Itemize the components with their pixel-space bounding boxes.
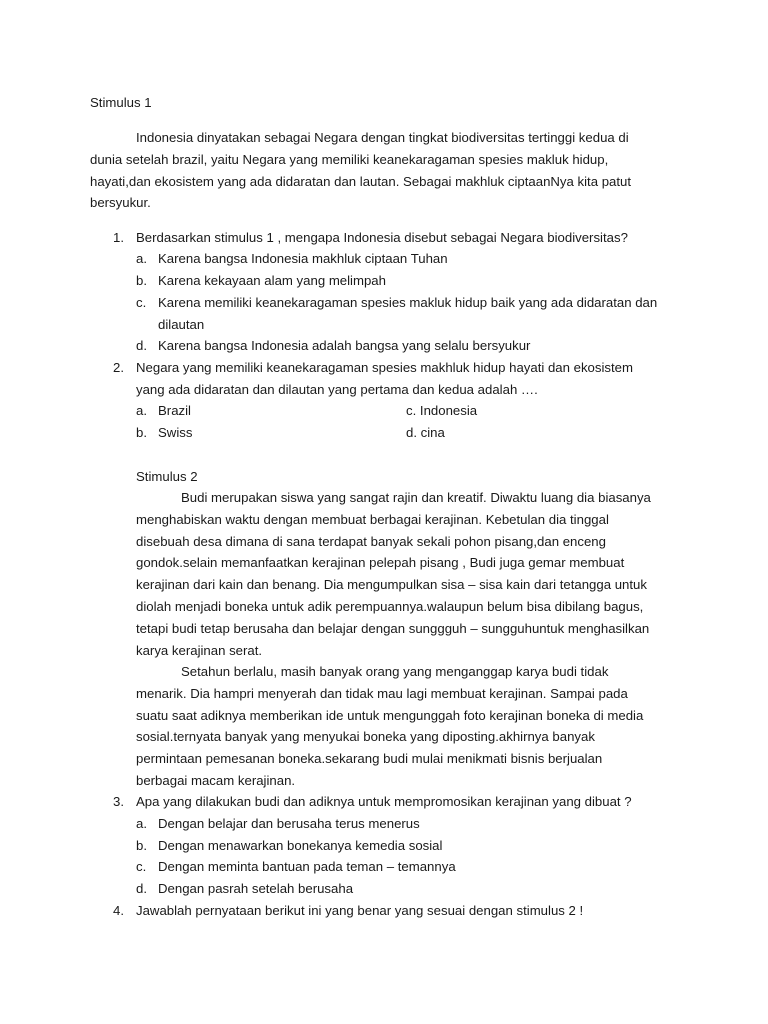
paragraph-line: dunia setelah brazil, yaitu Negara yang memiliki keanekaragaman spesies makluk hidup, (90, 151, 609, 167)
stimulus-2-paragraph-2 (136, 661, 643, 792)
paragraph-line: Budi merupakan siswa yang sangat rajin dan kreatif. Diwaktu luang dia biasanya (181, 490, 651, 505)
paragraph-line: karya kerajinan serat. (136, 642, 263, 658)
question-3-number: 3. (113, 794, 124, 809)
q2-option-d: d. cina (406, 425, 445, 440)
q1-option-c-letter: c. (136, 295, 147, 310)
question-4-text: Jawablah pernyataan berikut ini yang benar yang sesuai dengan stimulus 2 ! (136, 903, 584, 918)
question-2-text-continued: yang ada didaratan dan dilautan yang pertama dan kedua adalah …. (136, 382, 538, 397)
paragraph-line: Setahun berlalu, masih banyak orang yang menganggap karya budi tidak (181, 664, 609, 679)
question-2-text: Negara yang memiliki keanekaragaman spesies makhluk hidup hayati dan ekosistem (136, 360, 633, 375)
q3-option-a-letter: a. (136, 816, 147, 831)
q3-option-c: Dengan meminta bantuan pada teman – temannya (158, 859, 456, 874)
q3-option-d: Dengan pasrah setelah berusaha (158, 881, 354, 896)
q3-option-c-letter: c. (136, 859, 147, 874)
q1-option-d: Karena bangsa Indonesia adalah bangsa yang selalu bersyukur (158, 338, 531, 353)
question-2-number: 2. (113, 360, 124, 375)
q3-option-b: Dengan menawarkan bonekanya kemedia sosial (158, 838, 443, 853)
paragraph-line: disebuah desa dimana di sana terdapat banyak sekali pohon pisang,dan enceng (136, 533, 606, 549)
paragraph-line: diolah menjadi boneka untuk adik perempuannya.walaupun belum bisa dibilang bagus, (136, 598, 644, 614)
paragraph-line: bersyukur. (90, 195, 151, 211)
stimulus-1-title: Stimulus 1 (90, 95, 152, 110)
question-1-text: Berdasarkan stimulus 1 , mengapa Indonesia disebut sebagai Negara biodiversitas? (136, 230, 628, 245)
paragraph-line: hayati,dan ekosistem yang ada didaratan dan lautan. Sebagai makhluk ciptaanNya kita patut (90, 173, 632, 189)
q1-option-b: Karena kekayaan alam yang melimpah (158, 273, 386, 288)
paragraph-line: menghabiskan waktu dengan membuat berbagai kerajinan. Kebetulan dia tinggal (136, 511, 609, 527)
q1-option-a-letter: a. (136, 251, 147, 266)
q3-option-b-letter: b. (136, 838, 147, 853)
q1-option-b-letter: b. (136, 273, 147, 288)
question-1-number: 1. (113, 230, 124, 245)
q3-option-a: Dengan belajar dan berusaha terus menerus (158, 816, 420, 831)
q2-option-b: Swiss (158, 425, 193, 440)
stimulus-1-paragraph (90, 127, 631, 214)
q2-option-a: Brazil (158, 403, 191, 418)
paragraph-line: berbagai macam kerajinan. (136, 772, 296, 788)
paragraph-line: menarik. Dia hampri menyerah dan tidak mau lagi membuat kerajinan. Sampai pada (136, 685, 628, 701)
paragraph-line: sosial.ternyata banyak yang menyukai boneka yang diposting.akhirnya banyak (136, 729, 595, 745)
question-4-number: 4. (113, 903, 124, 918)
paragraph-line: kerajinan dari kain dan benang. Dia mengumpulkan sisa – sisa kain dari tetangga untuk (136, 577, 647, 593)
paragraph-line: Indonesia dinyatakan sebagai Negara dengan tingkat biodiversitas tertinggi kedua di (136, 130, 629, 145)
stimulus-2-title: Stimulus 2 (136, 469, 198, 484)
q3-option-d-letter: d. (136, 881, 147, 896)
paragraph-line: permintaan pemesanan boneka.sekarang budi mulai menikmati bisnis berjualan (136, 751, 603, 767)
paragraph-line: tetapi budi tetap berusaha dan belajar dengan sunggguh – sungguhuntuk menghasilkan (136, 620, 650, 636)
q1-option-c: Karena memiliki keanekaragaman spesies makluk hidup baik yang ada didaratan dan (158, 295, 658, 310)
q1-option-a: Karena bangsa Indonesia makhluk ciptaan Tuhan (158, 251, 448, 266)
q2-option-b-letter: b. (136, 425, 147, 440)
paragraph-line: gondok.selain memanfaatkan kerajinan pelepah pisang , Budi juga gemar membuat (136, 555, 625, 571)
q1-option-c-continued: dilautan (158, 317, 205, 332)
question-3-text: Apa yang dilakukan budi dan adiknya untuk mempromosikan kerajinan yang dibuat ? (136, 794, 632, 809)
q2-option-a-letter: a. (136, 403, 147, 418)
q2-option-c: c. Indonesia (406, 403, 478, 418)
q1-option-d-letter: d. (136, 338, 147, 353)
paragraph-line: suatu saat adiknya memberikan ide untuk mengunggah foto kerajinan boneka di media (136, 707, 644, 723)
stimulus-2-paragraph-1 (136, 487, 651, 661)
